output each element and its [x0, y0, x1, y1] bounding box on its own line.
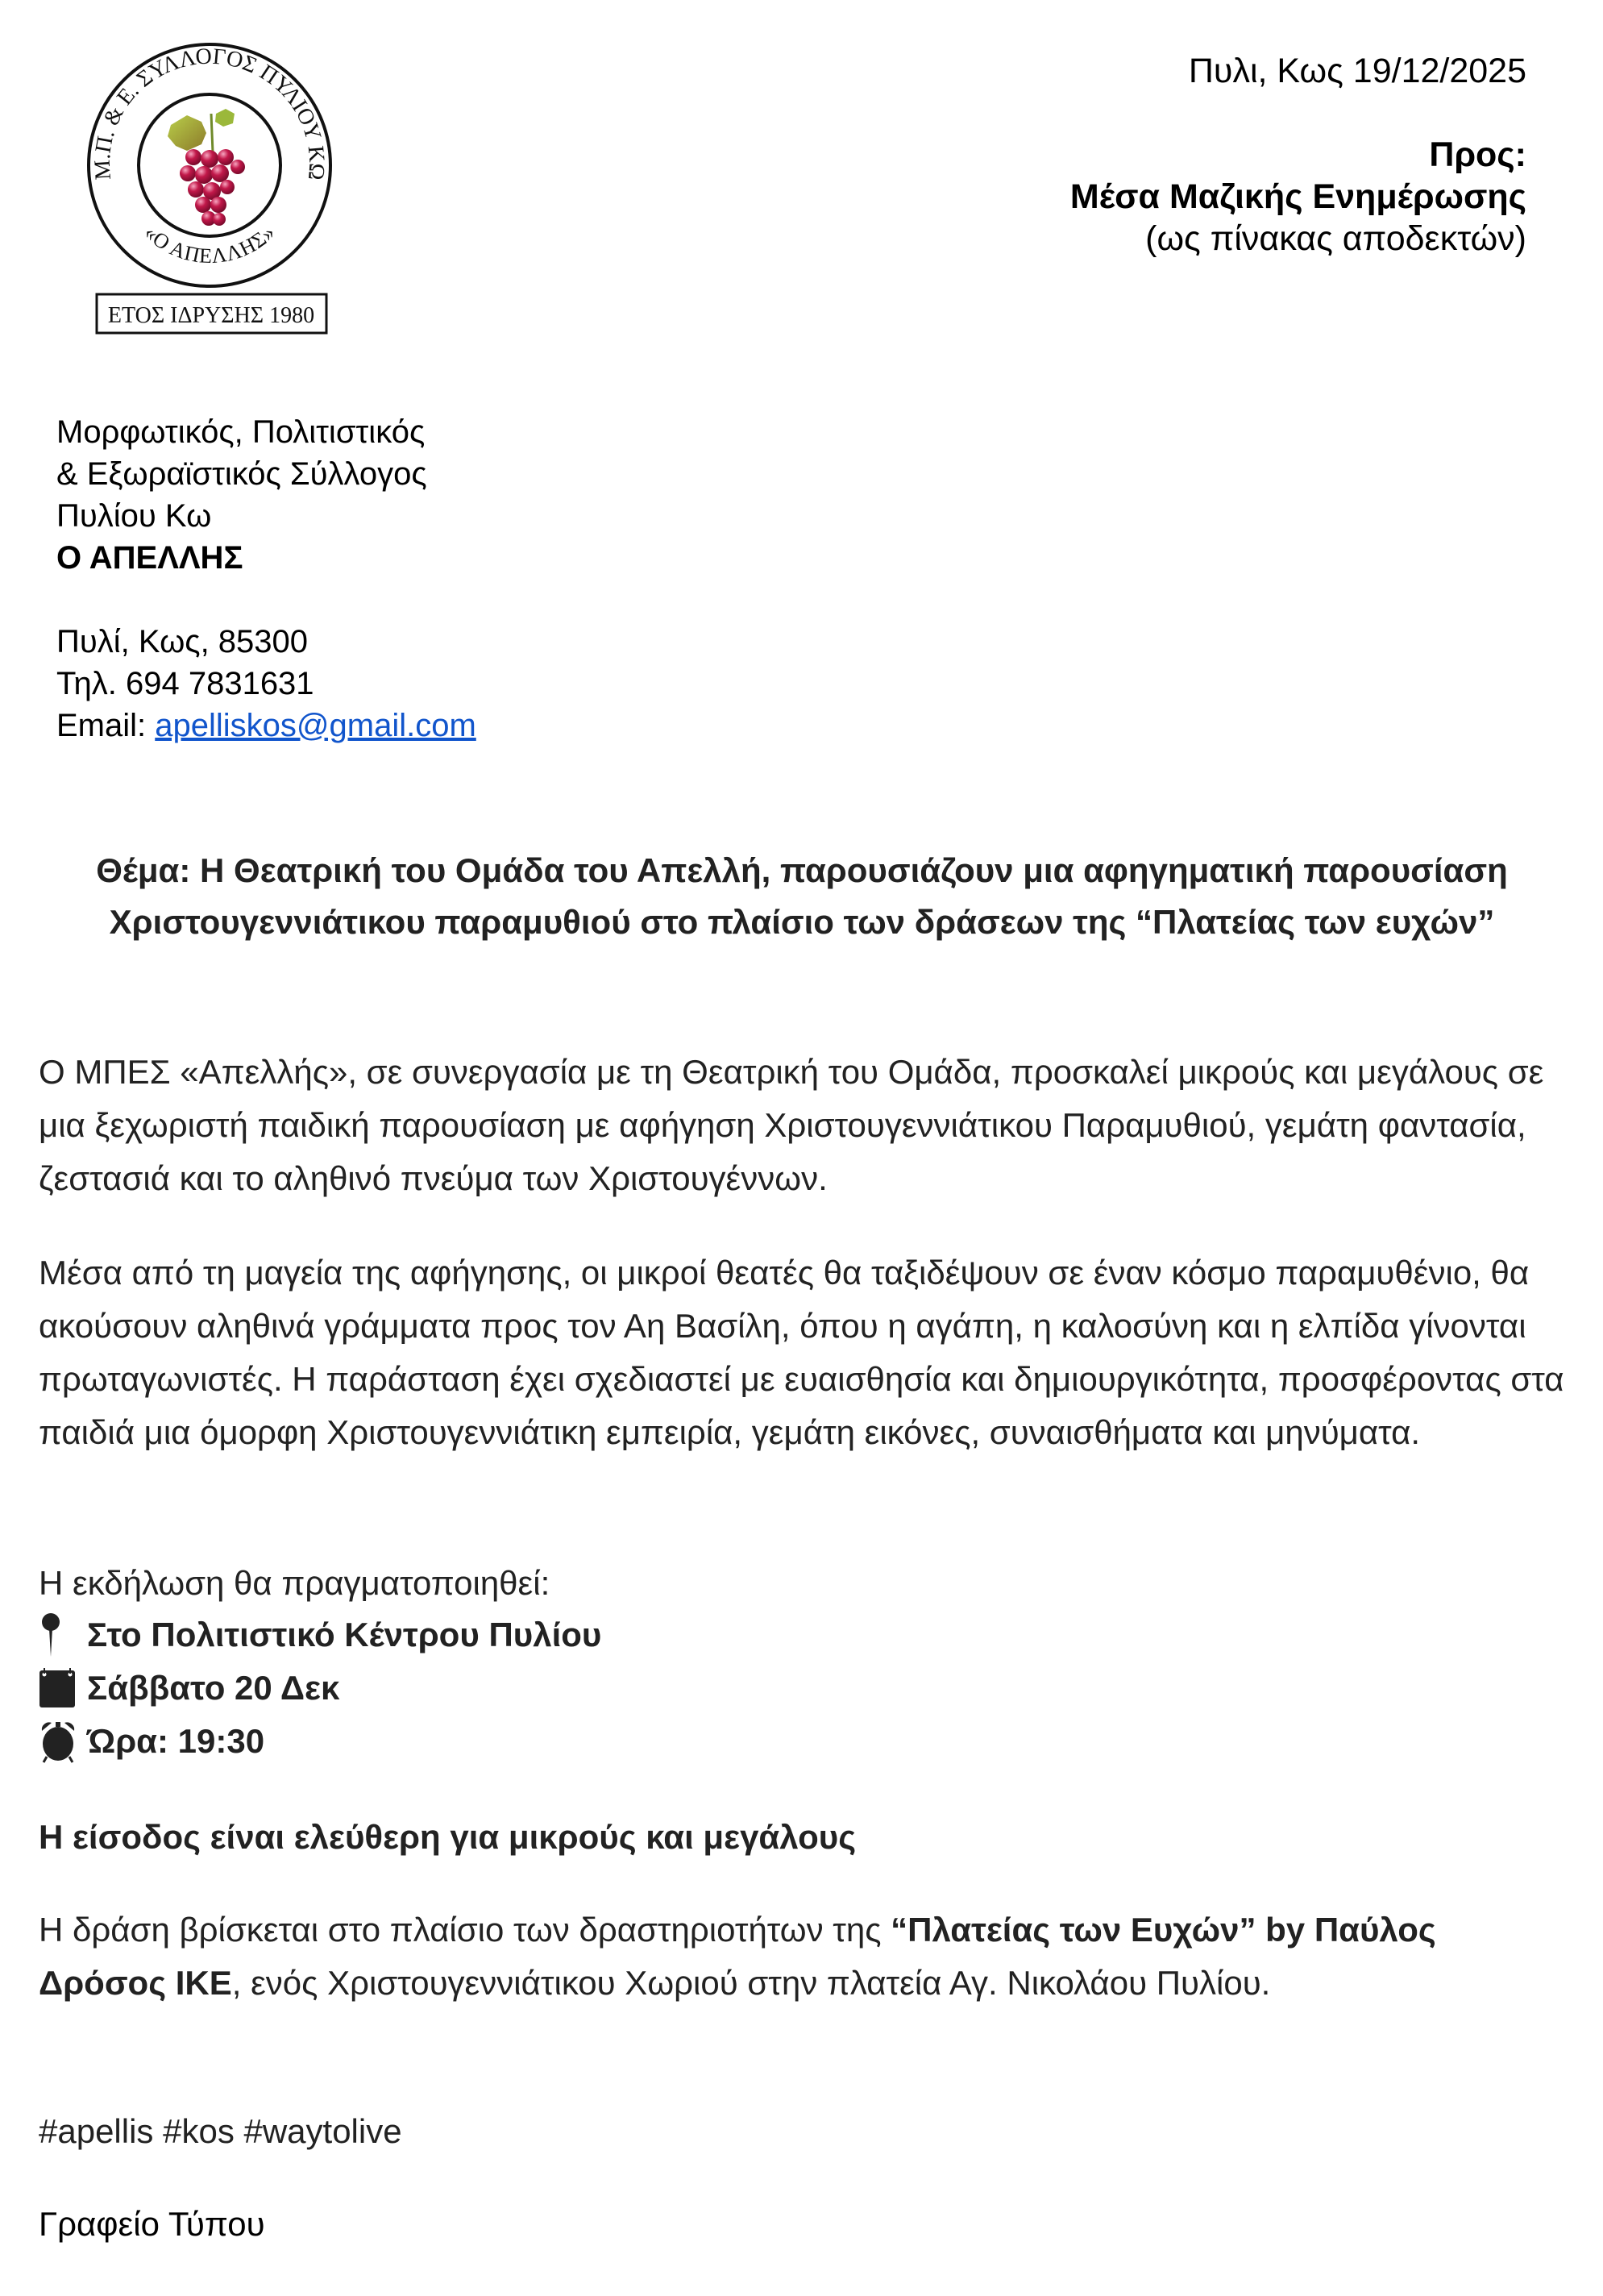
grape-leaf-icon [168, 109, 235, 152]
signature: Γραφείο Τύπου [39, 2205, 265, 2243]
email-label: Email: [56, 708, 156, 743]
pushpin-icon [39, 1611, 87, 1659]
logo-name-text: «Ο ΑΠΕΛΛΗΣ» [139, 220, 280, 268]
sender-address: Πυλί, Κως, 85300 [56, 624, 309, 659]
email-link[interactable]: apelliskos@gmail.com [155, 708, 476, 743]
recipient-name: Μέσα Μαζικής Ενημέρωσης [1069, 177, 1526, 216]
sender-line-3: Πυλίου Κω [56, 498, 212, 534]
sender-line-1: Μορφωτικός, Πολιτιστικός [56, 414, 426, 450]
hashtags: #apellis #kos #waytolive [39, 2112, 402, 2150]
letter-date: Πυλι, Κως 19/12/2025 [1188, 52, 1526, 90]
recipient-note: (ως πίνακας αποδεκτών) [1145, 219, 1526, 258]
free-entry-notice: Η είσοδος είναι ελεύθερη για μικρούς και μεγάλους [39, 1818, 857, 1856]
event-location-text: Στο Πολιτιστικό Κέντρου Πυλίου [87, 1616, 602, 1653]
logo-ring-text: Μ.Π. & Ε. ΣΥΛΛΟΓΟΣ ΠΥΛΙΟΥ ΚΩ [89, 44, 330, 181]
sender-phone: Τηλ. 694 7831631 [56, 666, 314, 701]
paragraph-3-intro: Η δράση βρίσκεται στο πλαίσιο των δραστηριοτήτων της [39, 1911, 891, 1949]
sender-block [56, 411, 476, 747]
grape-cluster-icon [180, 149, 245, 226]
event-intro: Η εκδήλωση θα πραγματοποιηθεί: [39, 1564, 550, 1602]
paragraph-3-outro: , ενός Χριστουγεννιάτικου Χωριού στην πλατεία Αγ. Νικολάου Πυλίου. [231, 1964, 1271, 2002]
sender-email-row [56, 705, 476, 747]
logo-founded-text: ΕΤΟΣ ΙΔΡΥΣΗΣ 1980 [107, 303, 315, 328]
alarm-clock-icon [39, 1717, 87, 1766]
sender-line-2: & Εξωραϊστικός Σύλλογος [56, 456, 427, 492]
paragraph-3-organizer: “Πλατείας των Ευχών” by Παύλος Δρόσος ΙΚΕ [39, 1911, 1436, 2002]
event-time-text: Ώρα: 19:30 [87, 1722, 265, 1760]
event-date-text: Σάββατο 20 Δεκ [87, 1669, 340, 1707]
association-logo [81, 36, 338, 343]
calendar-icon [39, 1664, 87, 1712]
recipient-block [1070, 134, 1526, 260]
event-date [39, 1662, 339, 1715]
subject-heading: Θέμα: Η Θεατρική του Ομάδα του Απελλή, παρουσιάζουν μια αφηγηματική παρουσίαση Χριστουγεννιάτικου παραμυθιού στο πλαίσιο των δράσεων της “Πλατείας των ευχών” [96, 851, 1508, 941]
event-location [39, 1608, 601, 1662]
event-time [39, 1715, 264, 1768]
sender-name: Ο ΑΠΕΛΛΗΣ [56, 540, 243, 576]
to-label: Προς: [1429, 135, 1526, 174]
body-paragraph-2: Μέσα από τη μαγεία της αφήγησης, οι μικροί θεατές θα ταξιδέψουν σε έναν κόσμο παραμυθένιο, θα ακούσουν αληθινά γράμματα προς τον Αη Βασίλη, όπου η αγάπη, η καλοσύνη και η ελπίδα γίνονται πρωταγωνιστές. Η παράσταση έχει σχεδιαστεί με ευαισθησία και δημιουργικότητα, προσφέροντας στα παιδιά μια όμορφη Χριστουγεννιάτικη εμπειρία, γεμάτη εικόνες, συναισθήματα και μηνύματα. [39, 1254, 1564, 1451]
body-paragraph-1: Ο ΜΠΕΣ «Απελλής», σε συνεργασία με τη Θεατρική του Ομάδα, προσκαλεί μικρούς και μεγάλους σε μια ξεχωριστή παιδική παρουσίαση με αφήγηση Χριστουγεννιάτικου Παραμυθιού, γεμάτη φαντασία, ζεστασιά και το αληθινό πνεύμα των Χριστουγέννων. [39, 1053, 1544, 1197]
body-paragraph-3 [39, 1903, 1570, 2010]
